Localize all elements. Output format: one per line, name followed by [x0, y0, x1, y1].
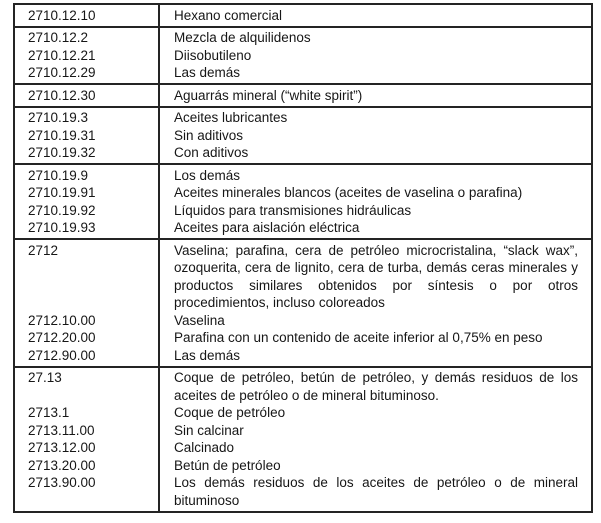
table-row [15, 369, 591, 404]
code-cell: 2710.12.29 [28, 65, 96, 80]
description-cell: Calcinado [174, 440, 235, 455]
code-cell: 2710.19.3 [28, 110, 89, 125]
code-cell: 2710.19.31 [28, 127, 96, 143]
code-cell: 2712 [28, 242, 59, 258]
row-group [15, 240, 591, 368]
code-cell: 2712.90.00 [28, 347, 96, 363]
row-group [15, 85, 591, 108]
description-cell: Sin aditivos [174, 127, 244, 143]
table-row [15, 219, 591, 237]
description-cell: Vaselina [174, 312, 225, 328]
description-cell: Líquidos para transmisiones hidráulicas [174, 202, 412, 218]
table-row [15, 7, 591, 25]
description-cell: Aceites lubricantes [174, 110, 288, 125]
description-cell: Hexano comercial [174, 7, 283, 23]
table-row [15, 312, 591, 330]
code-cell: 2710.19.92 [28, 202, 96, 218]
tariff-table [13, 3, 593, 513]
table-row [15, 64, 591, 82]
row-group [15, 5, 591, 28]
description-cell: Los demás [174, 167, 241, 183]
description-cell: Sin calcinar [174, 422, 244, 438]
description-cell: Las demás [174, 347, 241, 363]
table-row [15, 329, 591, 347]
table-row [15, 29, 591, 47]
table-row [15, 109, 591, 127]
table-row [15, 439, 591, 457]
row-group [15, 165, 591, 240]
row-group [15, 368, 591, 511]
code-cell: 2710.12.21 [28, 47, 96, 63]
code-cell: 2710.12.10 [28, 7, 96, 23]
code-cell: 2710.12.30 [28, 87, 96, 103]
code-cell: 2710.19.9 [28, 167, 89, 183]
table-row [15, 404, 591, 422]
description-cell: Parafina con un contenido de aceite inferior al 0,75% en peso [174, 330, 543, 345]
description-cell: Los demás residuos de los aceites de petróleo o de mineral bituminoso [174, 475, 578, 508]
table-row [15, 144, 591, 162]
row-group [15, 28, 591, 86]
table-row [15, 422, 591, 440]
code-cell: 2712.10.00 [28, 312, 96, 328]
row-group [15, 108, 591, 166]
description-cell: Las demás [174, 65, 241, 80]
table-row [15, 127, 591, 145]
code-cell: 27.13 [28, 370, 62, 385]
description-cell: Mezcla de alquilidenos [174, 30, 311, 45]
description-cell: Vaselina; parafina, cera de petróleo microcristalina, “slack wax”, ozoquerita, cera de lignito, cera de turba, demás ceras minerales y productos similares obtenidos por síntesis o por otros procedimientos, incluso coloreados [174, 242, 578, 310]
table-row [15, 87, 591, 105]
table-row [15, 202, 591, 220]
column-divider [158, 5, 160, 511]
code-cell: 2710.19.93 [28, 220, 96, 235]
code-cell: 2712.20.00 [28, 330, 96, 345]
code-cell: 2713.1 [28, 405, 70, 420]
code-cell: 2713.90.00 [28, 475, 96, 490]
code-cell: 2713.11.00 [28, 422, 95, 438]
code-cell: 2710.12.2 [28, 30, 89, 45]
table-row [15, 184, 591, 202]
description-cell: Betún de petróleo [174, 457, 281, 473]
table-row [15, 167, 591, 185]
code-cell: 2713.20.00 [28, 457, 96, 473]
description-cell: Aceites minerales blancos (aceites de vaselina o parafina) [174, 185, 523, 200]
table-row [15, 242, 591, 312]
table-row [15, 47, 591, 65]
table-row [15, 474, 591, 509]
code-cell: 2713.12.00 [28, 440, 96, 455]
description-cell: Con aditivos [174, 145, 249, 160]
description-cell: Diisobutileno [174, 47, 252, 63]
code-cell: 2710.19.91 [28, 185, 96, 200]
description-cell: Aceites para aislación eléctrica [174, 220, 360, 235]
description-cell: Aguarrás mineral (“white spirit”) [174, 87, 363, 103]
description-cell: Coque de petróleo, betún de petróleo, y demás residuos de los aceites de petróleo o de mineral bituminoso. [174, 370, 578, 403]
table-row [15, 457, 591, 475]
table-row [15, 347, 591, 365]
description-cell: Coque de petróleo [174, 405, 286, 420]
code-cell: 2710.19.32 [28, 145, 96, 160]
